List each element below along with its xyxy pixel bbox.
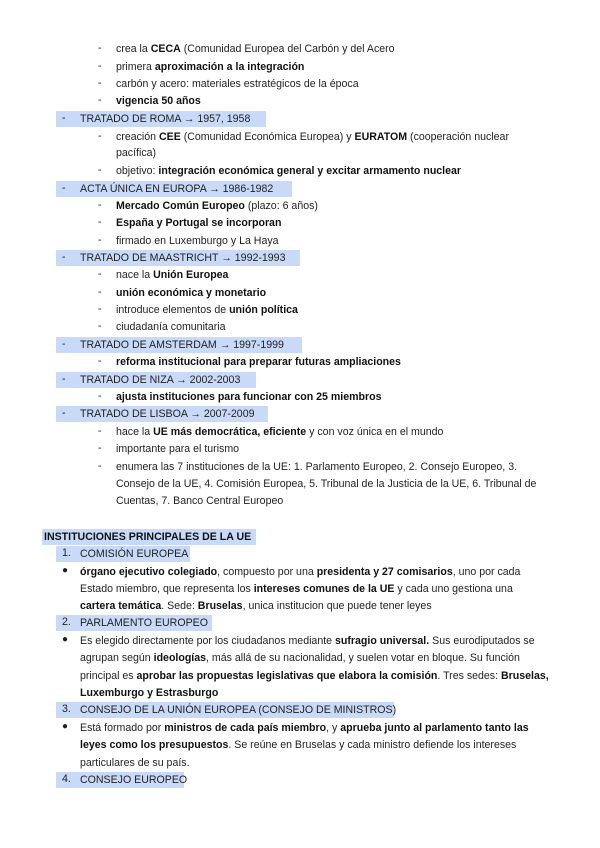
text-run: agrupan según [80,652,154,664]
dash-marker: - [98,60,102,72]
list-item [116,425,443,440]
paragraph-line [80,721,529,736]
list-item [116,42,395,57]
acta-heading: ACTA ÚNICA EN EUROPA → 1986-1982 [80,183,274,195]
bold-text: leyes como los presupuestos [80,739,229,751]
list-item [116,286,266,301]
parlamento-heading: PARLAMENTO EUROPEO [80,617,208,629]
consejo-europeo-heading: CONSEJO EUROPEO [80,774,188,786]
text-run: . Se reúne en Bruselas y cada ministro defiende los intereses [228,739,517,751]
paragraph-line [80,651,520,666]
comision-heading: COMISIÓN EUROPEA [80,548,189,560]
dash-marker: - [98,130,102,142]
text-run: importante para el turismo [116,443,240,455]
list-item-continuation [116,494,283,509]
bold-text: vigencia 50 años [116,95,201,107]
text-run: creación [116,131,159,143]
dash-marker: - [98,442,102,454]
list-item [116,164,461,179]
bold-text: cartera temática [80,600,162,612]
paragraph-line [80,756,190,771]
bold-text: ministros de cada país miembro [164,722,327,734]
bullet-icon: ● [62,721,69,732]
list-item [116,460,517,475]
paragraph-line [80,669,549,684]
text-run: (Comunidad Europea del Carbón y del Acero [180,43,395,55]
paragraph-line [80,565,520,580]
text-run: Es elegido directamente por los ciudadanos mediante [80,635,335,647]
dash-marker: - [62,407,66,419]
maastricht-heading: TRATADO DE MAASTRICHT → 1992-1993 [80,252,286,264]
consejo-ue-heading: CONSEJO DE LA UNIÓN EUROPEA (CONSEJO DE MINISTROS) [80,704,397,716]
bold-text: aprueba junto al parlamento tanto las [340,722,529,734]
dash-marker: - [98,216,102,228]
list-item [116,216,281,231]
bullet-icon: ● [62,634,69,645]
bold-text: integración económica general y excitar armamento nuclear [158,165,462,177]
bold-text: España y Portugal se incorporan [116,217,282,229]
text-run: crea la [116,43,151,55]
text-run: Sus eurodiputados se [429,635,535,647]
bold-text: Bruselas, [500,670,549,682]
dash-marker: - [98,164,102,176]
bold-text: Luxemburgo y Estrasburgo [80,687,219,699]
niza-heading: TRATADO DE NIZA → 2002-2003 [80,374,241,386]
text-run: y cada uno gestiona una [394,583,513,595]
list-item [116,130,509,145]
bold-text: UE más democrática, eficiente [153,426,307,438]
section-title: INSTITUCIONES PRINCIPALES DE LA UE [44,531,252,543]
list-item [116,268,228,283]
list-item [116,199,318,214]
roma-heading: TRATADO DE ROMA → 1957, 1958 [80,113,251,125]
bold-text: reforma institucional para preparar futuras ampliaciones [116,356,401,368]
text-run: primera [116,61,155,73]
dash-marker: - [98,268,102,280]
dash-marker: - [98,286,102,298]
text-run: . Tres sedes: [437,670,501,682]
bold-text: aproximación a la integración [154,61,305,73]
dash-marker: - [98,94,102,106]
text-run: (plazo: 6 años) [244,200,318,212]
list-item [116,60,304,75]
text-run: , uno por cada [452,566,521,578]
dash-marker: - [98,303,102,315]
list-number: 1. [62,547,71,559]
list-item [116,442,239,457]
text-run: introduce elementos de [116,304,230,316]
paragraph-line [80,634,535,649]
text-run: firmado en Luxemburgo y La Haya [116,235,279,247]
dash-marker: - [98,77,102,89]
bold-text: EURATOM [354,131,408,143]
text-run: . Sede: [161,600,198,612]
bold-text: Bruselas [197,600,243,612]
text-run: enumera las 7 instituciones de la UE: 1. Parlamento Europeo, 2. Consejo Europeo, 3. [116,461,518,473]
bold-text: unión política [229,304,298,316]
bold-text: Unión Europea [153,269,229,281]
dash-marker: - [98,390,102,402]
dash-marker: - [62,251,66,263]
list-item-continuation [116,477,536,492]
list-item [116,303,298,318]
text-run: ciudadanía comunitaria [116,321,226,333]
text-run: (cooperación nuclear [407,131,509,143]
text-run: carbón y acero: materiales estratégicos de la época [116,78,359,90]
dash-marker: - [98,234,102,246]
dash-marker: - [62,373,66,385]
dash-marker: - [62,182,66,194]
text-run: particulares de su país. [80,757,190,769]
text-run: nace la [116,269,154,281]
bold-text: CEE [159,131,181,143]
bold-text: intereses comunes de la UE [253,583,395,595]
bold-text: aprobar las propuestas legislativas que elabora la comisión [136,670,438,682]
paragraph-line [80,582,513,597]
list-item [116,390,382,405]
paragraph-line [80,599,432,614]
dash-marker: - [98,42,102,54]
list-number: 4. [62,773,71,785]
bold-text: unión económica y monetario [116,287,267,299]
text-run: Consejo de la UE, 4. Comisión Europea, 5. Tribunal de la Justicia de la UE, 6. Tribunal de [116,478,537,490]
bold-text: órgano ejecutivo colegiado [80,566,218,578]
text-run: Está formado por [80,722,165,734]
text-run: objetivo: [116,165,159,177]
dash-marker: - [62,338,66,350]
text-run: (Comunidad Económica Europea) y [180,131,355,143]
text-run: , compuesto por una [217,566,317,578]
dash-marker: - [98,355,102,367]
text-run: , más allá de su nacionalidad, y suelen votar en bloque. Su función [206,652,520,664]
bold-text: presidenta y 27 comisarios [316,566,453,578]
dash-marker: - [98,199,102,211]
paragraph-line [80,686,218,701]
list-item [116,94,201,109]
list-item-continuation [116,146,156,161]
amsterdam-heading: TRATADO DE AMSTERDAM → 1997-1999 [80,339,284,351]
text-run: , y [326,722,341,734]
list-item [116,234,279,249]
list-number: 3. [62,703,71,715]
text-run: pacífica) [116,147,157,159]
bold-text: Mercado Común Europeo [116,200,245,212]
text-run: hace la [116,426,154,438]
dash-marker: - [62,112,66,124]
list-number: 2. [62,616,71,628]
text-run: y con voz única en el mundo [306,426,444,438]
dash-marker: - [98,460,102,472]
text-run: Cuentas, 7. Banco Central Europeo [116,495,284,507]
list-item [116,320,226,335]
list-item [116,355,401,370]
text-run: Estado miembro, que representa los [80,583,254,595]
list-item [116,77,359,92]
bold-text: ajusta instituciones para funcionar con 25 miembros [116,391,382,403]
lisboa-heading: TRATADO DE LISBOA → 2007-2009 [80,408,255,420]
text-run: , unica institucion que puede tener leyes [242,600,432,612]
bold-text: CECA [150,43,181,55]
bullet-icon: ● [62,565,69,576]
dash-marker: - [98,425,102,437]
bold-text: sufragio universal. [335,635,430,647]
paragraph-line [80,738,516,753]
text-run: principal es [80,670,137,682]
dash-marker: - [98,320,102,332]
bold-text: ideologías [153,652,207,664]
